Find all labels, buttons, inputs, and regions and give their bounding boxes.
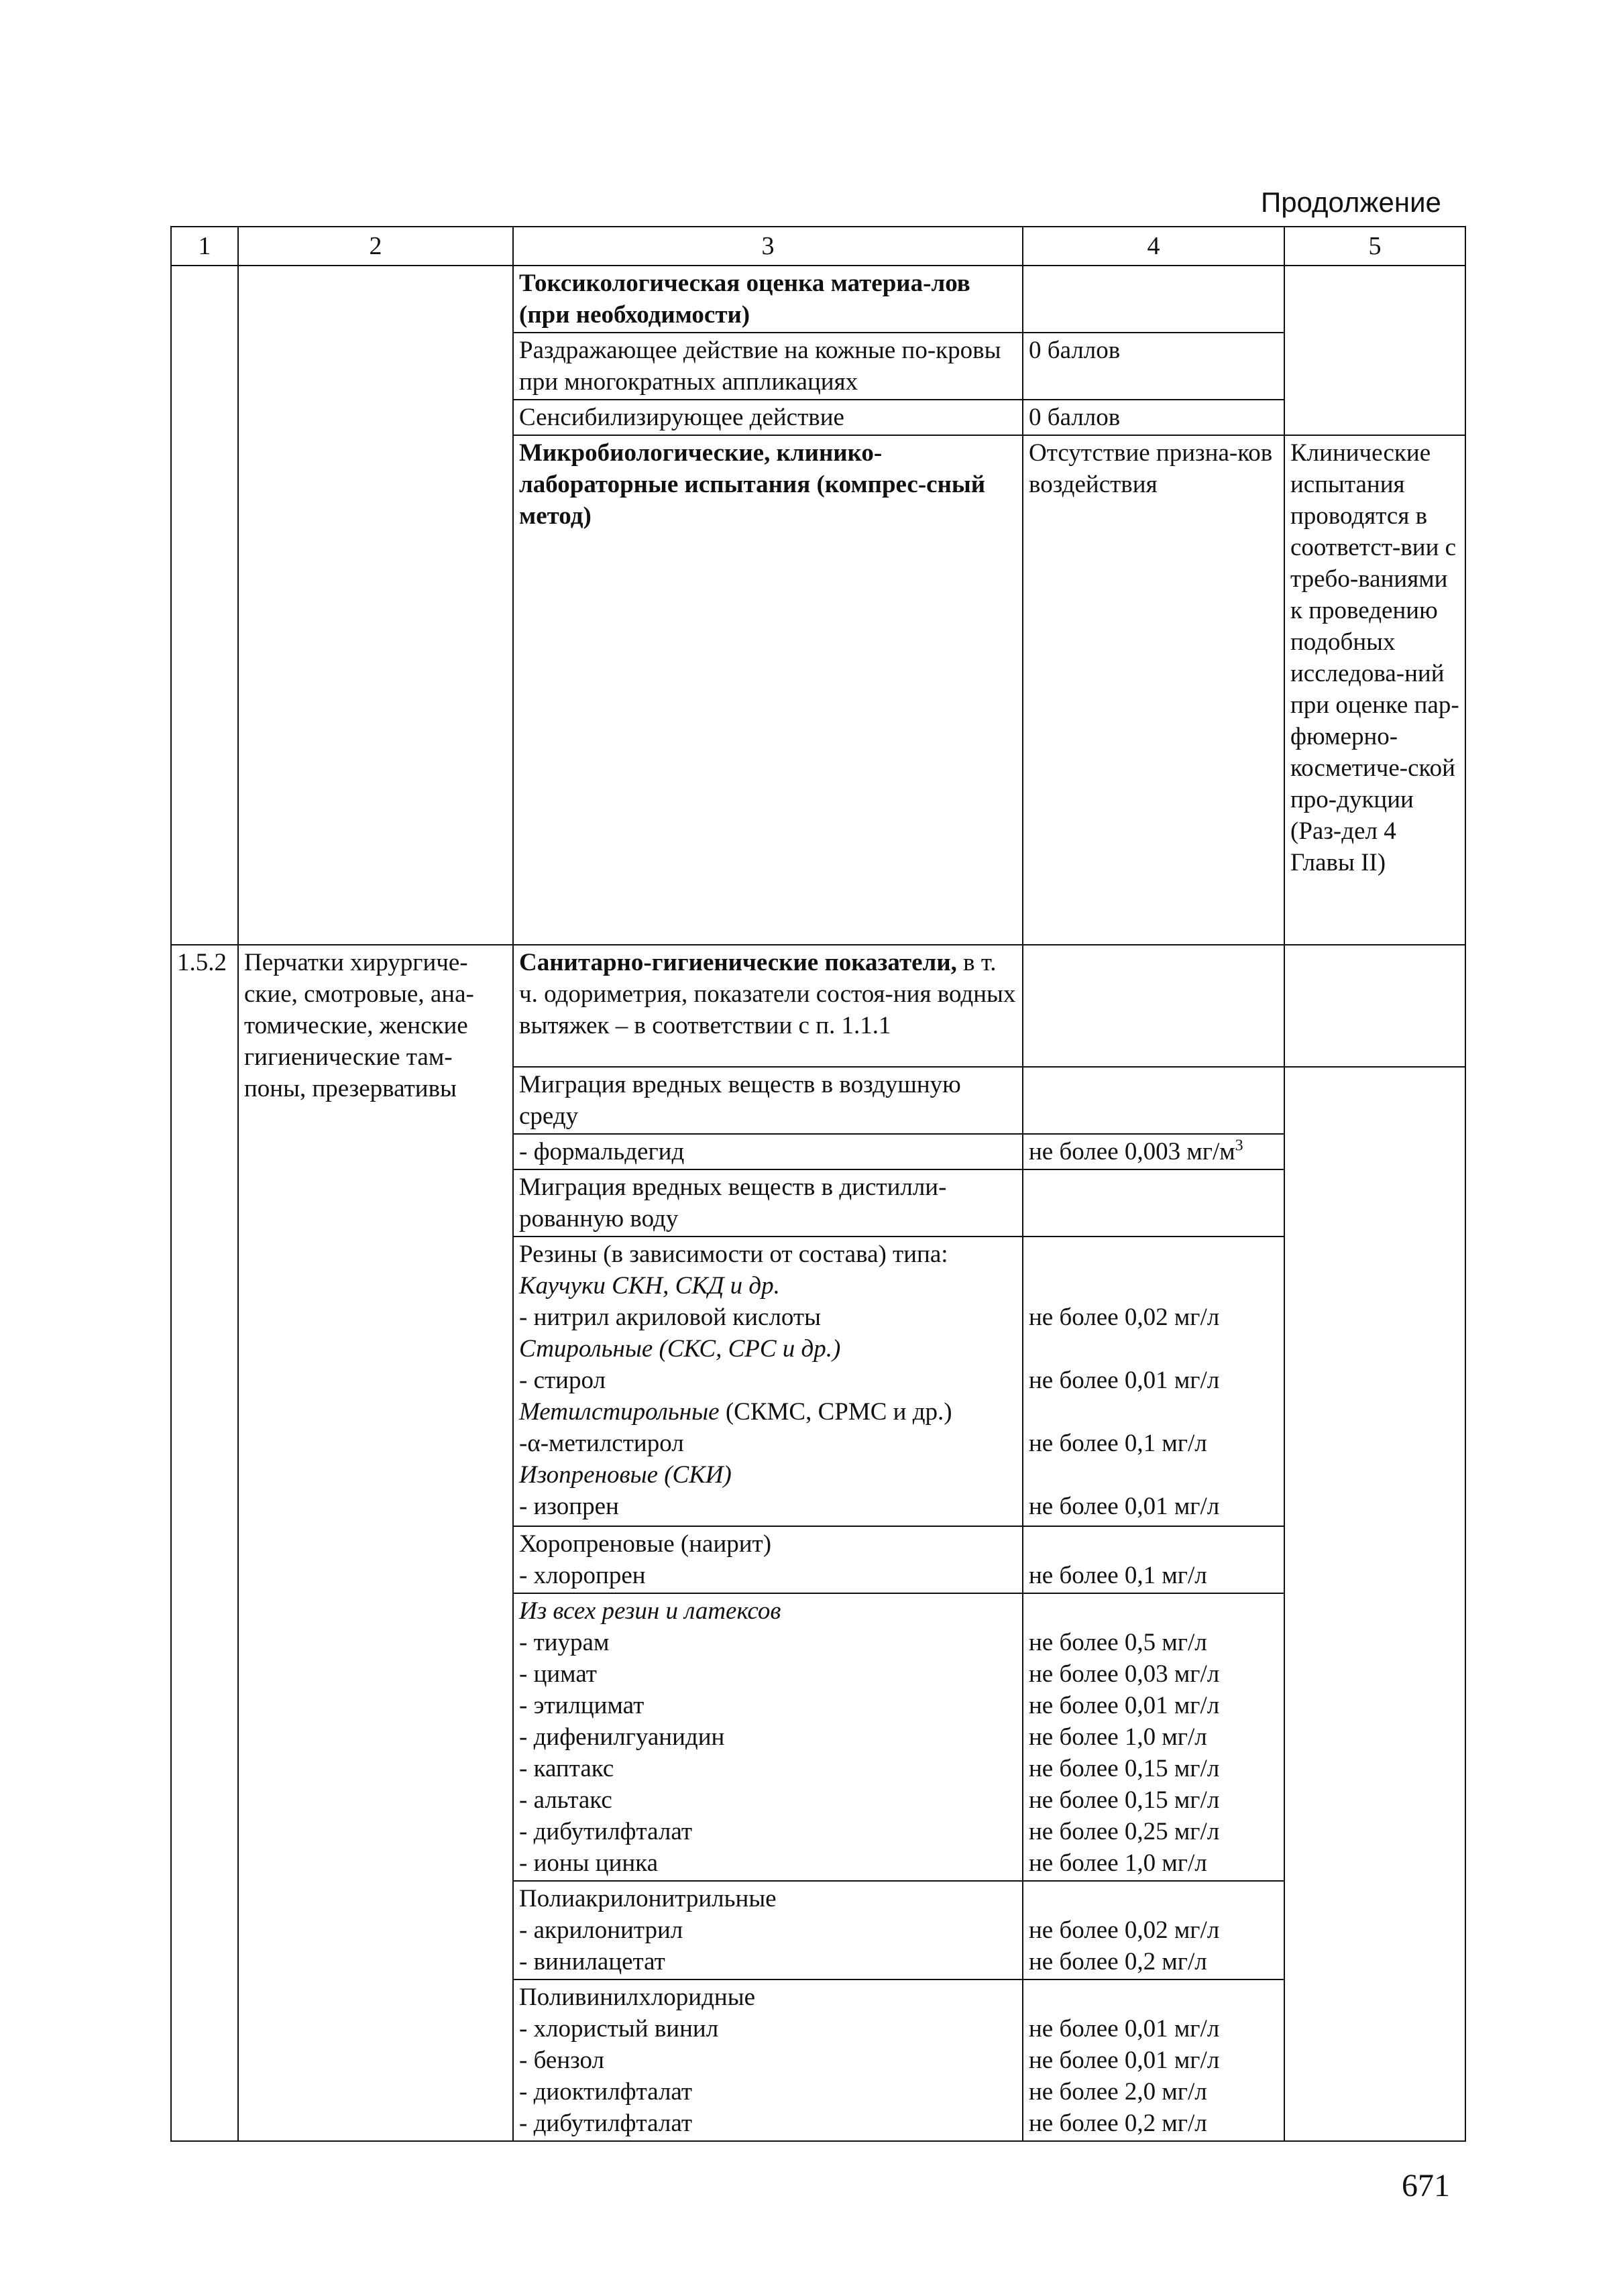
- all-rubbers-cell: [513, 1593, 1023, 1881]
- substance: - этилцимат: [519, 1692, 645, 1719]
- water-migration-label: Миграция вредных веществ в дистилли-рованную воду: [513, 1169, 1023, 1237]
- rubber-substance: - стирол: [519, 1367, 606, 1394]
- spacer: [1029, 1239, 1278, 1270]
- header-col-1: 1: [171, 227, 238, 266]
- cell-empty: [1023, 945, 1284, 1067]
- item-name: Перчатки хирургиче-ские, смотровые, ана-томические, женские гигиенические там-поны, презервативы: [238, 945, 513, 2141]
- value: не более 0,15 мг/л: [1029, 1786, 1220, 1814]
- rubber-value: не более 0,01 мг/л: [1029, 1367, 1220, 1394]
- requirements-table: [170, 226, 1466, 2142]
- pvc-values: [1023, 1979, 1284, 2141]
- pvc-cell: [513, 1979, 1023, 2141]
- rubbers-title: Резины (в зависимости от состава) типа:: [519, 1241, 948, 1268]
- cell-empty: [1023, 266, 1284, 333]
- header-col-5: 5: [1284, 227, 1465, 266]
- cell-empty: [171, 266, 238, 945]
- spacer: [1029, 1528, 1278, 1560]
- formaldehyde-value-text: не более 0,003 мг/м: [1029, 1138, 1235, 1165]
- substance: - альтакс: [519, 1786, 612, 1814]
- cell-empty: [1284, 1067, 1465, 2141]
- polyacrylonitrile-cell: [513, 1881, 1023, 1979]
- rubber-type: Стирольные (СКС, СРС и др.): [519, 1335, 841, 1363]
- chloroprene-values: [1023, 1526, 1284, 1593]
- all-rubbers-title: Из всех резин и латексов: [519, 1597, 781, 1625]
- value: не более 0,5 мг/л: [1029, 1629, 1207, 1656]
- rubber-substance: - изопрен: [519, 1493, 619, 1520]
- micro-value: Отсутствие призна-ков воздействия: [1023, 435, 1284, 945]
- rubber-type-italic: Метилстирольные: [519, 1398, 720, 1426]
- substance: - дибутилфталат: [519, 2110, 692, 2137]
- chloroprene-cell: [513, 1526, 1023, 1593]
- header-col-3: 3: [513, 227, 1023, 266]
- substance: - бензол: [519, 2047, 605, 2074]
- rubber-type-rest: (СКМС, СРМС и др.): [719, 1398, 952, 1426]
- value: не более 0,03 мг/л: [1029, 1660, 1220, 1688]
- rubber-substance: -α-метилстирол: [519, 1430, 684, 1457]
- substance: - ионы цинка: [519, 1849, 659, 1877]
- cell-empty: [1284, 266, 1465, 435]
- substance: - хлористый винил: [519, 2015, 719, 2043]
- item-number: 1.5.2: [171, 945, 238, 2141]
- table-row: [171, 266, 1465, 333]
- air-migration-label: Миграция вредных веществ в воздушную среду: [513, 1067, 1023, 1134]
- chloroprene-line: - хлоропрен: [519, 1562, 646, 1589]
- value: не более 0,25 мг/л: [1029, 1818, 1220, 1845]
- spacer: [1029, 1595, 1278, 1627]
- spacer: [1029, 1270, 1278, 1302]
- header-col-2: 2: [238, 227, 513, 266]
- sanitary-title: Санитарно-гигиенические показатели,: [519, 949, 957, 976]
- value: не более 0,01 мг/л: [1029, 2015, 1220, 2043]
- micro-title: Микробиологические, клинико-лабораторные испытания (компрес-сный метод): [513, 435, 1023, 945]
- chloroprene-value: не более 0,1 мг/л: [1029, 1562, 1207, 1589]
- spacer: [1029, 1982, 1278, 2013]
- substance: - винилацетат: [519, 1948, 665, 1975]
- rubber-type: Каучуки СКН, СКД и др.: [519, 1272, 780, 1300]
- formaldehyde-value: [1023, 1134, 1284, 1169]
- substance: - каптакс: [519, 1755, 614, 1782]
- rubber-value: не более 0,01 мг/л: [1029, 1493, 1220, 1520]
- sanitary-rest: в т. ч. одориметрия, показатели состоя-ния водных вытяжек – в соответствии с п. 1.1.1: [519, 949, 1016, 1039]
- sensitizing-value: 0 баллов: [1023, 400, 1284, 435]
- all-rubbers-values: [1023, 1593, 1284, 1881]
- rubber-value: не более 0,1 мг/л: [1029, 1430, 1207, 1457]
- sensitizing-label: Сенсибилизирующее действие: [513, 400, 1023, 435]
- value: не более 0,01 мг/л: [1029, 2047, 1220, 2074]
- pvc-title: Поливинилхлоридные: [519, 1984, 756, 2011]
- rubbers-cell: [513, 1237, 1023, 1526]
- spacer: [1029, 1459, 1278, 1491]
- spacer: [1029, 1396, 1278, 1428]
- value: не более 0,01 мг/л: [1029, 1692, 1220, 1719]
- continued-label: Продолжение: [1261, 186, 1441, 218]
- spacer: [1029, 1883, 1278, 1914]
- substance: - дибутилфталат: [519, 1818, 692, 1845]
- rubber-type: Изопреновые (СКИ): [519, 1461, 732, 1489]
- header-col-4: 4: [1023, 227, 1284, 266]
- value: не более 0,2 мг/л: [1029, 2110, 1207, 2137]
- sanitary-cell: [513, 945, 1023, 1067]
- rubber-substance: - нитрил акриловой кислоты: [519, 1304, 821, 1331]
- cell-empty: [1284, 945, 1465, 1067]
- micro-note: Клинические испытания проводятся в соответст-вии с требо-ваниями к проведению подобных исследова-ний при оценке пар-фюмерно-косметиче-ской про-дукции (Раз-дел 4 Главы II): [1284, 435, 1465, 945]
- value: не более 0,02 мг/л: [1029, 1916, 1220, 1944]
- header-row: [171, 227, 1465, 266]
- value: не более 0,15 мг/л: [1029, 1755, 1220, 1782]
- substance: - цимат: [519, 1660, 597, 1688]
- polyacrylonitrile-title: Полиакрилонитрильные: [519, 1885, 777, 1912]
- substance: - тиурам: [519, 1629, 610, 1656]
- cell-empty: [1023, 1067, 1284, 1134]
- cell-empty: [238, 266, 513, 945]
- formaldehyde-label: - формальдегид: [513, 1134, 1023, 1169]
- chloroprene-title: Хоропреновые (наирит): [519, 1530, 772, 1558]
- value: не более 0,2 мг/л: [1029, 1948, 1207, 1975]
- rubber-type: [519, 1396, 1017, 1428]
- polyacrylonitrile-values: [1023, 1881, 1284, 1979]
- substance: - диоктилфталат: [519, 2078, 693, 2106]
- toxicology-title: Токсикологическая оценка материа-лов (при необходимости): [513, 266, 1023, 333]
- substance: - акрилонитрил: [519, 1916, 683, 1944]
- rubbers-values: [1023, 1237, 1284, 1526]
- page-number: 671: [1402, 2168, 1450, 2203]
- substance: - дифенилгуанидин: [519, 1723, 725, 1751]
- irritant-label: Раздражающее действие на кожные по-кровы при многократных аппликациях: [513, 333, 1023, 400]
- formaldehyde-unit-sup: 3: [1235, 1137, 1243, 1155]
- spacer: [1029, 1333, 1278, 1365]
- irritant-value: 0 баллов: [1023, 333, 1284, 400]
- value: не более 1,0 мг/л: [1029, 1723, 1207, 1751]
- value: не более 2,0 мг/л: [1029, 2078, 1207, 2106]
- value: не более 1,0 мг/л: [1029, 1849, 1207, 1877]
- rubber-value: не более 0,02 мг/л: [1029, 1304, 1220, 1331]
- table-row: [171, 945, 1465, 1067]
- cell-empty: [1023, 1169, 1284, 1237]
